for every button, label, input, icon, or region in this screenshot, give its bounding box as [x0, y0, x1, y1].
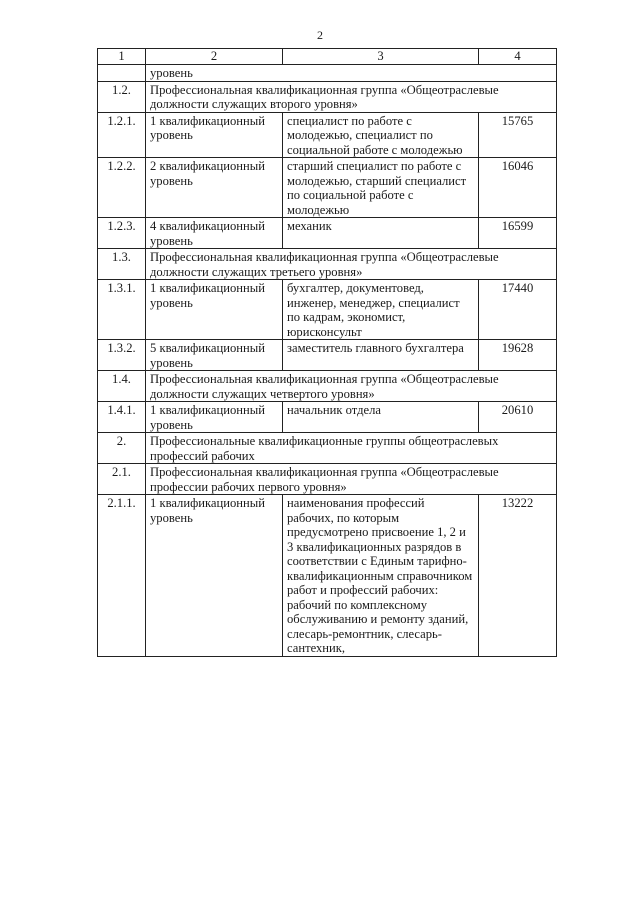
positions-list: механик: [283, 218, 479, 249]
salary-value: 17440: [479, 280, 557, 340]
qualification-level: 1 квалификационный уровень: [146, 495, 283, 657]
row-number: 1.3.: [98, 249, 146, 280]
group-title: Профессиональная квалификационная группа «Общеотраслевые должности служащих третьего уровня»: [146, 249, 557, 280]
continuation-text: уровень: [146, 64, 557, 81]
row-number: 1.3.1.: [98, 280, 146, 340]
salary-value: 20610: [479, 402, 557, 433]
salary-value: 15765: [479, 112, 557, 158]
positions-list: специалист по работе с молодежью, специалист по социальной работе с молодежью: [283, 112, 479, 158]
row-number: 1.3.2.: [98, 340, 146, 371]
qualification-level: 1 квалификационный уровень: [146, 112, 283, 158]
row-number: 1.2.1.: [98, 112, 146, 158]
positions-list: бухгалтер, документовед, инженер, менеджер, специалист по кадрам, экономист, юрисконсульт: [283, 280, 479, 340]
table-row: [98, 340, 557, 371]
row-number: 2.: [98, 433, 146, 464]
group-title: Профессиональная квалификационная группа «Общеотраслевые должности служащих четвертого уровня»: [146, 371, 557, 402]
qualification-level: 1 квалификационный уровень: [146, 402, 283, 433]
row-number: 1.2.2.: [98, 158, 146, 218]
row-number: 2.1.: [98, 464, 146, 495]
row-number: 1.2.: [98, 81, 146, 112]
qualification-level: 1 квалификационный уровень: [146, 280, 283, 340]
group-row: [98, 81, 557, 112]
table-row: [98, 402, 557, 433]
group-row: [98, 464, 557, 495]
header-cell-1: 1: [98, 49, 146, 65]
table-header-row: [98, 49, 557, 65]
row-number: 1.2.3.: [98, 218, 146, 249]
group-title: Профессиональная квалификационная группа «Общеотраслевые должности служащих второго уровня»: [146, 81, 557, 112]
group-title: Профессиональная квалификационная группа «Общеотраслевые профессии рабочих первого уровня»: [146, 464, 557, 495]
qualification-level: 2 квалификационный уровень: [146, 158, 283, 218]
positions-list: начальник отдела: [283, 402, 479, 433]
header-cell-2: 2: [146, 49, 283, 65]
salary-value: 16599: [479, 218, 557, 249]
row-number: 2.1.1.: [98, 495, 146, 657]
table-row: [98, 495, 557, 657]
table-row: [98, 112, 557, 158]
row-number: 1.4.: [98, 371, 146, 402]
group-row: [98, 371, 557, 402]
salary-value: 19628: [479, 340, 557, 371]
header-cell-3: 3: [283, 49, 479, 65]
positions-list: наименования профессий рабочих, по которым предусмотрено присвоение 1, 2 и 3 квалификационных разрядов в соответствии с Единым тарифно-квалификационным справочником работ и профессий рабочих: рабочий по комплексному обслуживанию и ремонту зданий, слесарь-ремонтник, слесарь-сантехник,: [283, 495, 479, 657]
page-number: 2: [317, 28, 323, 42]
continuation-row: [98, 64, 557, 81]
group-row: [98, 433, 557, 464]
positions-list: заместитель главного бухгалтера: [283, 340, 479, 371]
qualification-level: 5 квалификационный уровень: [146, 340, 283, 371]
salary-value: 16046: [479, 158, 557, 218]
table-row: [98, 158, 557, 218]
qualification-level: 4 квалификационный уровень: [146, 218, 283, 249]
salary-value: 13222: [479, 495, 557, 657]
group-title: Профессиональные квалификационные группы общеотраслевых профессий рабочих: [146, 433, 557, 464]
positions-list: старший специалист по работе с молодежью, старший специалист по социальной работе с молодежью: [283, 158, 479, 218]
table-row: [98, 218, 557, 249]
header-cell-4: 4: [479, 49, 557, 65]
row-number: 1.4.1.: [98, 402, 146, 433]
group-row: [98, 249, 557, 280]
salary-table: [97, 48, 557, 657]
table-row: [98, 280, 557, 340]
